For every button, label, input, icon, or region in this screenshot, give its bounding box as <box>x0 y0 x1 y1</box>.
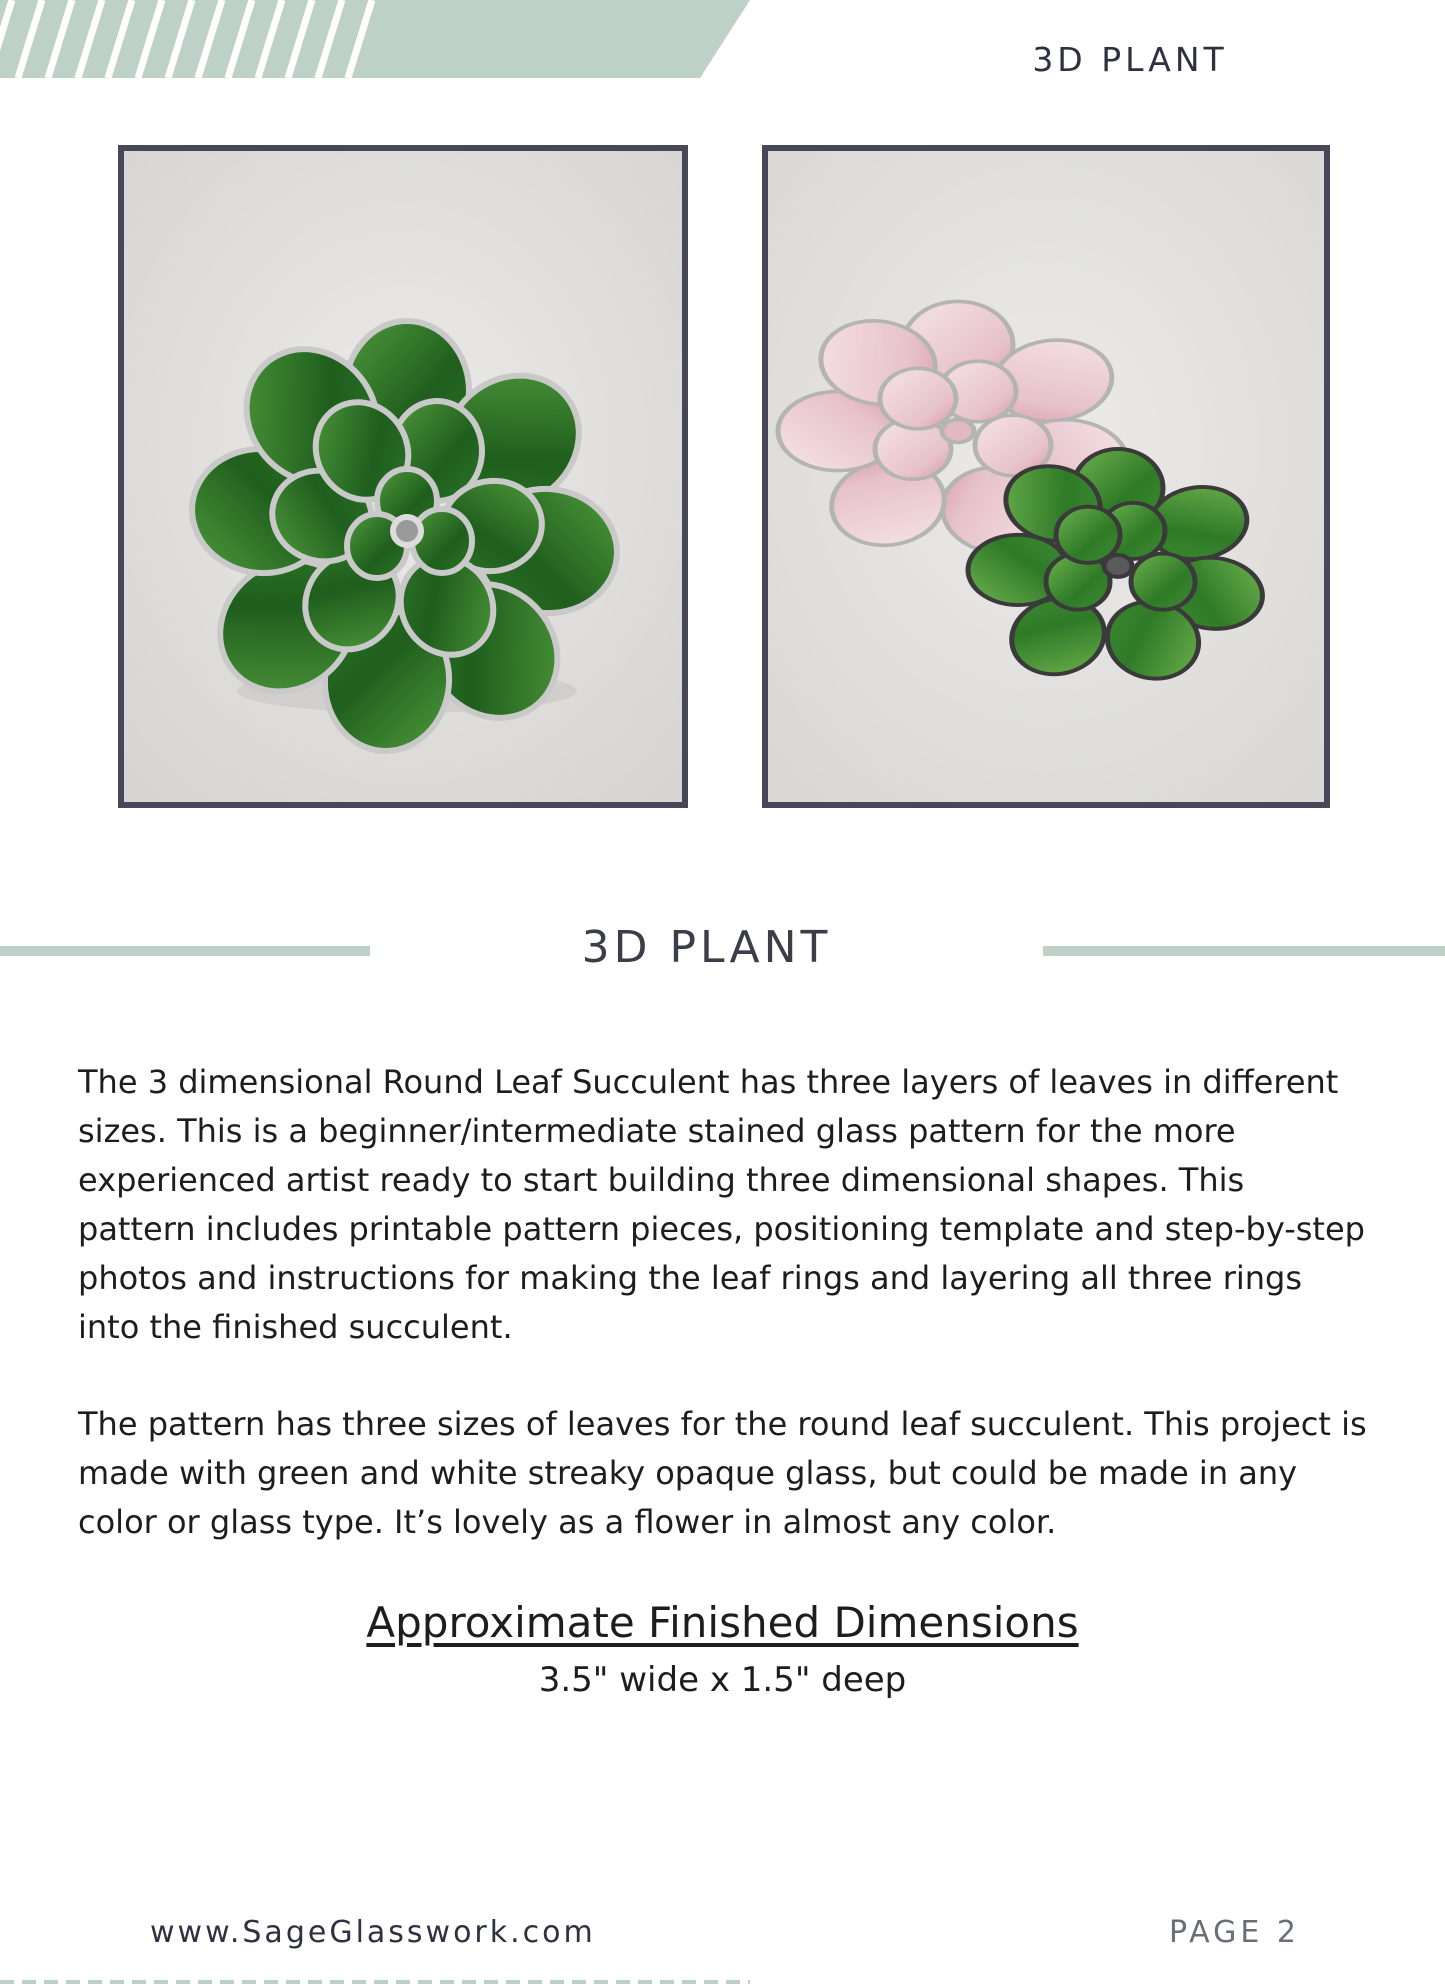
description-paragraph-1: The 3 dimensional Round Leaf Succulent has three layers of leaves in different sizes. This is a beginner/intermediate stained glass pattern for the more experienced artist ready to start building three dimensional shapes. This pattern includes printable pattern pieces, positioning template and step-by-step photos and instructions for making the leaf rings and layering all three rings into the finished succulent. <box>78 1063 1365 1346</box>
photo-pink-and-green-succulents <box>762 145 1330 808</box>
divider-left <box>0 946 370 956</box>
page-number: PAGE 2 <box>1169 1915 1300 1950</box>
footer-website-link[interactable]: www.SageGlasswork.com <box>150 1915 596 1950</box>
pink-and-green-succulents-icon <box>768 151 1324 802</box>
footer-dashed-line <box>0 1980 750 1984</box>
dimensions-title: Approximate Finished Dimensions <box>366 1598 1079 1647</box>
photo-green-succulent <box>118 145 688 808</box>
divider-right <box>1043 946 1445 956</box>
header-banner <box>0 0 750 78</box>
description-paragraph-2: The pattern has three sizes of leaves for the round leaf succulent. This project is made with green and white streaky opaque glass, but could be made in any color or glass type. It’s lovely as a flower in almost any color. <box>78 1405 1367 1541</box>
header-label: 3D PLANT <box>1032 40 1228 79</box>
section-title: 3D PLANT <box>581 922 832 973</box>
green-succulent-icon <box>124 151 682 802</box>
dimensions-value: 3.5" wide x 1.5" deep <box>538 1660 907 1700</box>
